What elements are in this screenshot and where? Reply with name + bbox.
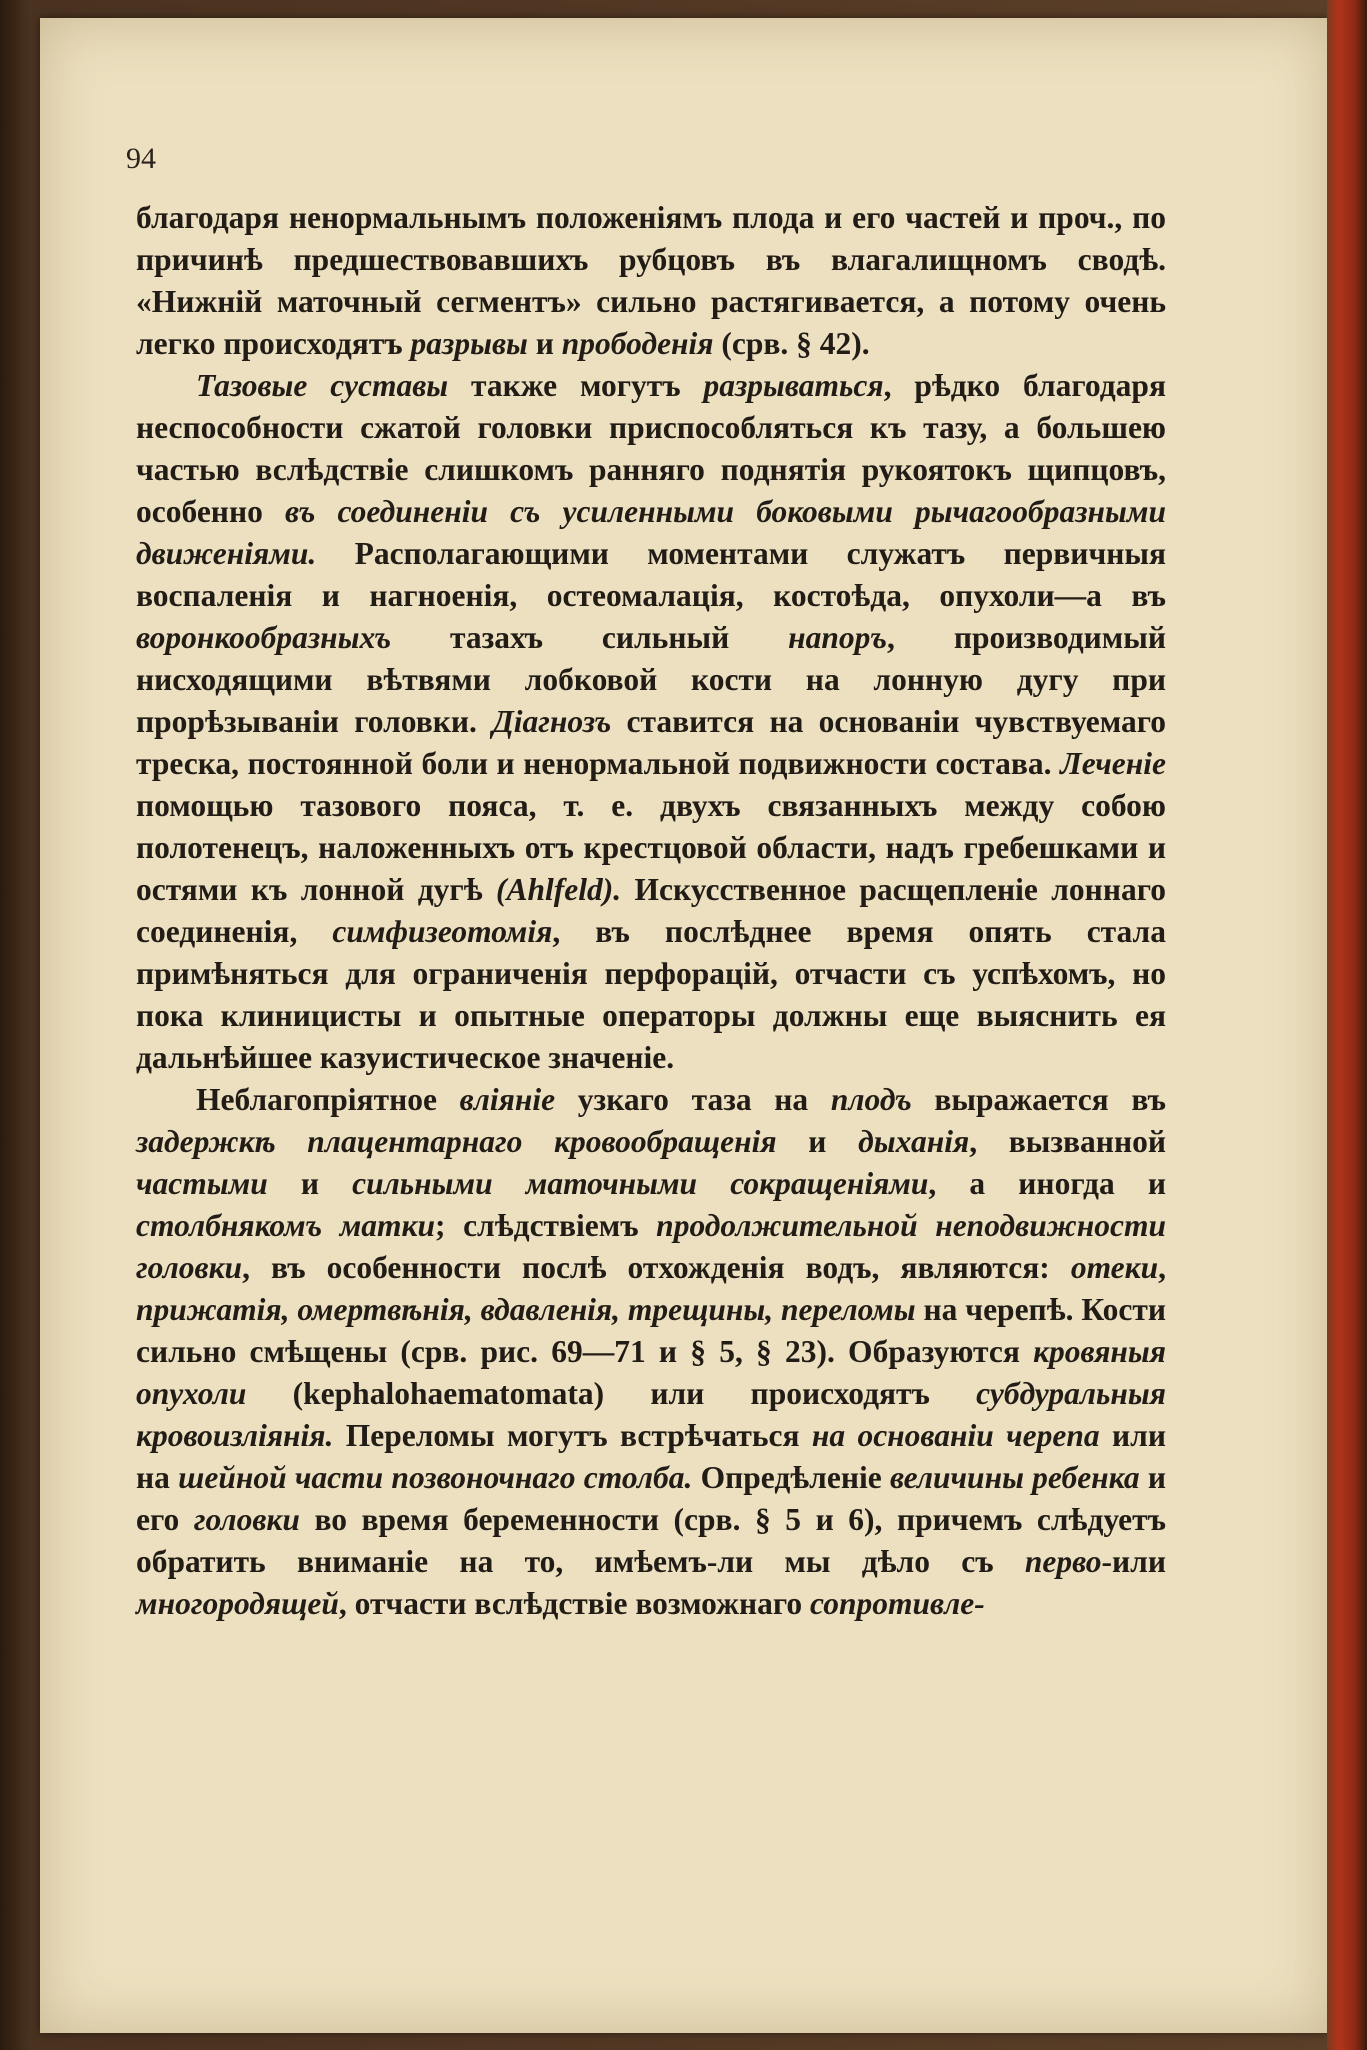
emphasis-text: вліяніе xyxy=(459,1082,556,1117)
emphasis-text: величины ребенка xyxy=(889,1460,1140,1495)
plain-text: Располагающими моментами служатъ первичныя воспаленія и нагноенія, остеомалація, костоѣда, опухоли—а въ xyxy=(136,536,1166,613)
paragraph xyxy=(136,365,1166,1079)
emphasis-text: разрываться xyxy=(703,368,884,403)
plain-text: тазахъ сильный xyxy=(391,620,789,655)
plain-text: , въ особенности послѣ отхожденія водъ, являются: xyxy=(242,1250,1071,1285)
emphasis-text: многородящей xyxy=(136,1586,339,1621)
emphasis-text: симфизеотомія xyxy=(332,914,553,949)
emphasis-text: Діагнозъ xyxy=(492,704,612,739)
plain-text: выражается въ xyxy=(911,1082,1166,1117)
emphasis-text: воронкообразныхъ xyxy=(136,620,392,655)
emphasis-text: субдуральныя кровоизліянія. xyxy=(136,1376,1166,1453)
plain-text: и xyxy=(527,326,562,361)
plain-text: также могутъ xyxy=(448,368,704,403)
plain-text: Неблагопріятное xyxy=(196,1082,460,1117)
plain-text: , а иногда и xyxy=(928,1166,1167,1201)
emphasis-text: частыми xyxy=(136,1166,268,1201)
emphasis-text: прижатія, омертвѣнія, вдавленія, трещины, переломы xyxy=(136,1292,916,1327)
book-edge xyxy=(1327,0,1367,2050)
plain-text: (срв. § 42). xyxy=(713,326,870,361)
emphasis-text: Тазовые суставы xyxy=(196,368,449,403)
emphasis-text: (Ahlfeld). xyxy=(496,872,622,907)
plain-text: Искусственное расщепленіе лоннаго соединенія, xyxy=(136,872,1166,949)
plain-text: Переломы могутъ встрѣчаться xyxy=(333,1418,812,1453)
emphasis-text: плодъ xyxy=(830,1082,912,1117)
paragraph xyxy=(136,197,1166,365)
emphasis-text: задержкѣ плацентарнаго кровообращенія xyxy=(136,1124,777,1159)
plain-text: , xyxy=(1158,1250,1166,1285)
plain-text: ставится на основаніи чувствуемаго треска, постоянной боли и ненормальной подвижности состава. xyxy=(136,704,1166,781)
emphasis-text: шейной части позвоночнаго столба. xyxy=(178,1460,693,1495)
plain-text: , отчасти вслѣдствіе возможнаго xyxy=(338,1586,811,1621)
emphasis-text: столбнякомъ матки xyxy=(136,1208,436,1243)
plain-text: благодаря ненормальнымъ положеніямъ плода и его частей и проч., по причинѣ предшествовавшихъ рубцовъ въ влагалищномъ сводѣ. «Нижній маточный сегментъ» сильно растягивается, а потому очень легко происходятъ xyxy=(136,200,1166,361)
emphasis-text: головки xyxy=(193,1502,300,1537)
emphasis-text: сопротивле- xyxy=(810,1586,985,1621)
emphasis-text: напоръ xyxy=(788,620,888,655)
plain-text: и xyxy=(267,1166,353,1201)
plain-text: , производимый нисходящими вѣтвями лобковой кости на лонную дугу при прорѣзываніи головки. xyxy=(136,620,1166,739)
body-text xyxy=(136,197,1166,1625)
emphasis-text: отеки xyxy=(1070,1250,1159,1285)
plain-text: и xyxy=(776,1124,859,1159)
plain-text: и его xyxy=(136,1460,1167,1537)
plain-text: узкаго таза на xyxy=(555,1082,831,1117)
emphasis-text: продолжительной неподвижности головки xyxy=(136,1208,1166,1285)
plain-text: помощью тазового пояса, т. е. двухъ связанныхъ между собою полотенецъ, наложенныхъ отъ крестцовой области, надъ гребешками и остями къ лонной дугѣ xyxy=(136,788,1166,907)
emphasis-text: дыханія xyxy=(858,1124,970,1159)
emphasis-text: прободенія xyxy=(561,326,714,361)
plain-text: Опредѣленіе xyxy=(692,1460,890,1495)
emphasis-text: разрывы xyxy=(410,326,528,361)
plain-text: , въ послѣднее время опять стала примѣняться для ограниченія перфорацій, отчасти съ успѣхомъ, но пока клиницисты и опытные операторы должны еще выяснить ея дальнѣйшее казуистическое значеніе. xyxy=(136,914,1166,1075)
plain-text: во время беременности (срв. § 5 и 6), причемъ слѣдуетъ обратить вниманіе на то, имѣемъ-ли мы дѣло съ xyxy=(136,1502,1166,1579)
plain-text: на черепѣ. Кости сильно смѣщены (срв. рис. 69—71 и § 5, § 23). Образуются xyxy=(136,1292,1166,1369)
emphasis-text: Леченіе xyxy=(1060,746,1166,781)
emphasis-text: перво xyxy=(1024,1544,1102,1579)
plain-text: , вызванной xyxy=(969,1124,1166,1159)
plain-text: или на xyxy=(136,1418,1166,1495)
plain-text: ; слѣдствіемъ xyxy=(435,1208,657,1243)
page-number: 94 xyxy=(126,142,156,175)
emphasis-text: кровяныя опухоли xyxy=(136,1334,1166,1411)
paragraph xyxy=(136,1079,1166,1625)
plain-text: (kephalohaematomata) или происходятъ xyxy=(246,1376,977,1411)
emphasis-text: въ соединеніи съ усиленными боковыми рычагообразными движеніями. xyxy=(136,494,1166,571)
plain-text: -или xyxy=(1101,1544,1166,1579)
plain-text: , рѣдко благодаря неспособности сжатой головки приспособляться къ тазу, а большею частью вслѣдствіе слишкомъ ранняго поднятія рукоятокъ щипцовъ, особенно xyxy=(136,368,1166,529)
emphasis-text: на основаніи черепа xyxy=(811,1418,1100,1453)
emphasis-text: сильными маточными сокращеніями xyxy=(352,1166,929,1201)
